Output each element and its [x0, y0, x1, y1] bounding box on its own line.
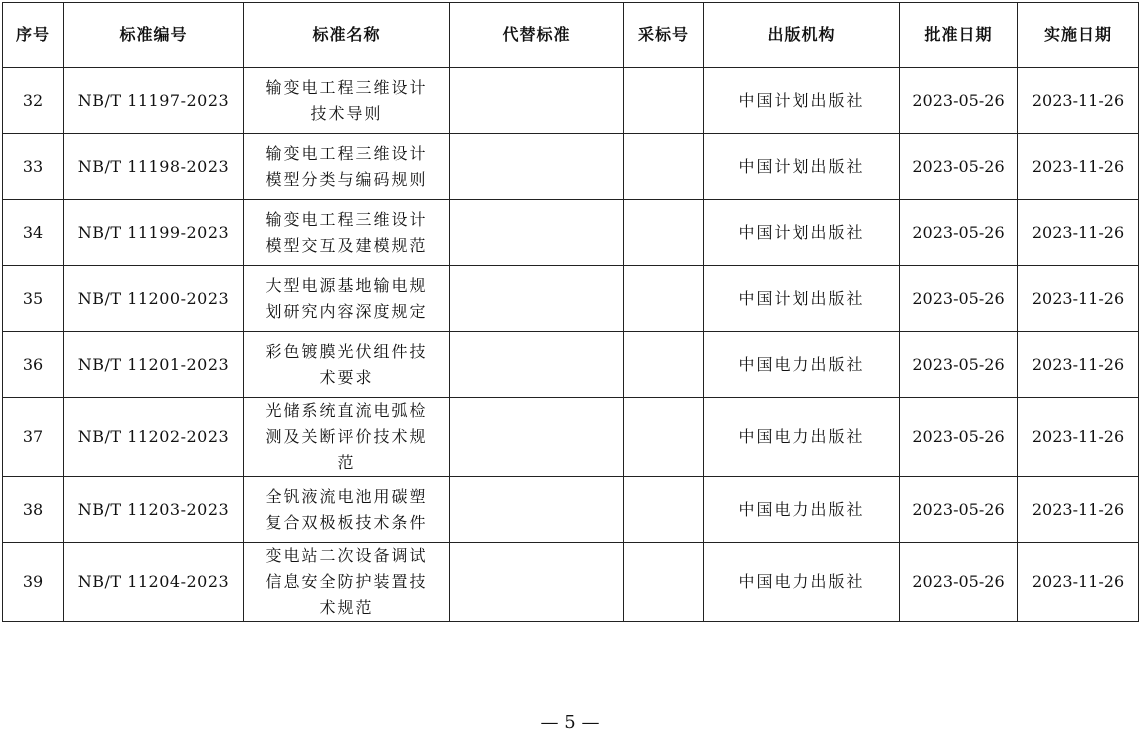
name-line: 划研究内容深度规定 [265, 301, 428, 321]
standards-table [2, 2, 1139, 622]
cell-adopted [624, 477, 704, 543]
name-line: 术规范 [319, 598, 374, 617]
cell-effective: 2023-11-26 [1018, 200, 1139, 266]
cell-replaces [450, 543, 624, 622]
name-line: 信息安全防护装置技 [265, 572, 428, 591]
cell-approved: 2023-05-26 [900, 332, 1018, 398]
name-line: 输变电工程三维设计 [265, 143, 428, 163]
table-row [3, 543, 1139, 622]
table-row [3, 332, 1139, 398]
cell-seq: 34 [3, 200, 64, 266]
name-line: 光储系统直流电弧检 [265, 401, 428, 420]
cell-code: NB/T 11197-2023 [64, 68, 244, 134]
cell-approved: 2023-05-26 [900, 68, 1018, 134]
cell-replaces [450, 200, 624, 266]
cell-adopted [624, 134, 704, 200]
cell-seq: 33 [3, 134, 64, 200]
cell-publisher: 中国计划出版社 [704, 266, 900, 332]
cell-seq: 36 [3, 332, 64, 398]
header-effective: 实施日期 [1018, 3, 1139, 68]
cell-publisher: 中国电力出版社 [704, 477, 900, 543]
cell-code: NB/T 11201-2023 [64, 332, 244, 398]
cell-approved: 2023-05-26 [900, 477, 1018, 543]
cell-replaces [450, 332, 624, 398]
name-line: 变电站二次设备调试 [265, 546, 428, 565]
name-line: 输变电工程三维设计 [265, 209, 428, 229]
cell-approved: 2023-05-26 [900, 266, 1018, 332]
cell-code: NB/T 11202-2023 [64, 398, 244, 477]
header-seq: 序号 [3, 3, 64, 68]
table-row [3, 134, 1139, 200]
table-row [3, 200, 1139, 266]
cell-approved: 2023-05-26 [900, 543, 1018, 622]
cell-replaces [450, 477, 624, 543]
cell-name [244, 332, 450, 398]
name-line: 彩色镀膜光伏组件技 [265, 341, 428, 361]
cell-code: NB/T 11200-2023 [64, 266, 244, 332]
header-name: 标准名称 [244, 3, 450, 68]
cell-name [244, 68, 450, 134]
header-code: 标准编号 [64, 3, 244, 68]
cell-adopted [624, 398, 704, 477]
name-line: 全钒液流电池用碳塑 [265, 486, 428, 506]
cell-name [244, 398, 450, 477]
name-line: 输变电工程三维设计 [265, 77, 428, 97]
cell-adopted [624, 68, 704, 134]
cell-replaces [450, 266, 624, 332]
cell-effective: 2023-11-26 [1018, 543, 1139, 622]
table-row [3, 266, 1139, 332]
cell-replaces [450, 398, 624, 477]
name-line: 术要求 [319, 367, 374, 387]
table-row [3, 477, 1139, 543]
cell-effective: 2023-11-26 [1018, 266, 1139, 332]
name-line: 大型电源基地输电规 [265, 275, 428, 295]
cell-effective: 2023-11-26 [1018, 398, 1139, 477]
cell-name [244, 477, 450, 543]
cell-code: NB/T 11199-2023 [64, 200, 244, 266]
cell-publisher: 中国计划出版社 [704, 134, 900, 200]
name-line: 技术导则 [310, 103, 383, 123]
cell-adopted [624, 543, 704, 622]
cell-approved: 2023-05-26 [900, 398, 1018, 477]
header-approved: 批准日期 [900, 3, 1018, 68]
header-adopted: 采标号 [624, 3, 704, 68]
cell-publisher: 中国电力出版社 [704, 543, 900, 622]
cell-effective: 2023-11-26 [1018, 477, 1139, 543]
cell-publisher: 中国计划出版社 [704, 68, 900, 134]
header-replaces: 代替标准 [450, 3, 624, 68]
cell-effective: 2023-11-26 [1018, 68, 1139, 134]
cell-adopted [624, 200, 704, 266]
cell-publisher: 中国计划出版社 [704, 200, 900, 266]
cell-name [244, 200, 450, 266]
cell-code: NB/T 11198-2023 [64, 134, 244, 200]
header-row [3, 3, 1139, 68]
cell-adopted [624, 332, 704, 398]
cell-adopted [624, 266, 704, 332]
cell-seq: 37 [3, 398, 64, 477]
cell-seq: 35 [3, 266, 64, 332]
cell-approved: 2023-05-26 [900, 200, 1018, 266]
cell-effective: 2023-11-26 [1018, 134, 1139, 200]
cell-seq: 38 [3, 477, 64, 543]
name-line: 模型分类与编码规则 [265, 169, 428, 189]
cell-effective: 2023-11-26 [1018, 332, 1139, 398]
cell-code: NB/T 11204-2023 [64, 543, 244, 622]
cell-name [244, 543, 450, 622]
cell-publisher: 中国电力出版社 [704, 332, 900, 398]
header-publisher: 出版机构 [704, 3, 900, 68]
cell-seq: 32 [3, 68, 64, 134]
page-number: — 5 — [540, 712, 600, 733]
cell-name [244, 266, 450, 332]
cell-seq: 39 [3, 543, 64, 622]
cell-approved: 2023-05-26 [900, 134, 1018, 200]
table-row [3, 398, 1139, 477]
table-row [3, 68, 1139, 134]
cell-publisher: 中国电力出版社 [704, 398, 900, 477]
name-line: 范 [337, 453, 356, 472]
cell-replaces [450, 68, 624, 134]
cell-code: NB/T 11203-2023 [64, 477, 244, 543]
name-line: 复合双极板技术条件 [265, 512, 428, 532]
cell-replaces [450, 134, 624, 200]
name-line: 模型交互及建模规范 [265, 235, 428, 255]
cell-name [244, 134, 450, 200]
name-line: 测及关断评价技术规 [265, 427, 428, 446]
